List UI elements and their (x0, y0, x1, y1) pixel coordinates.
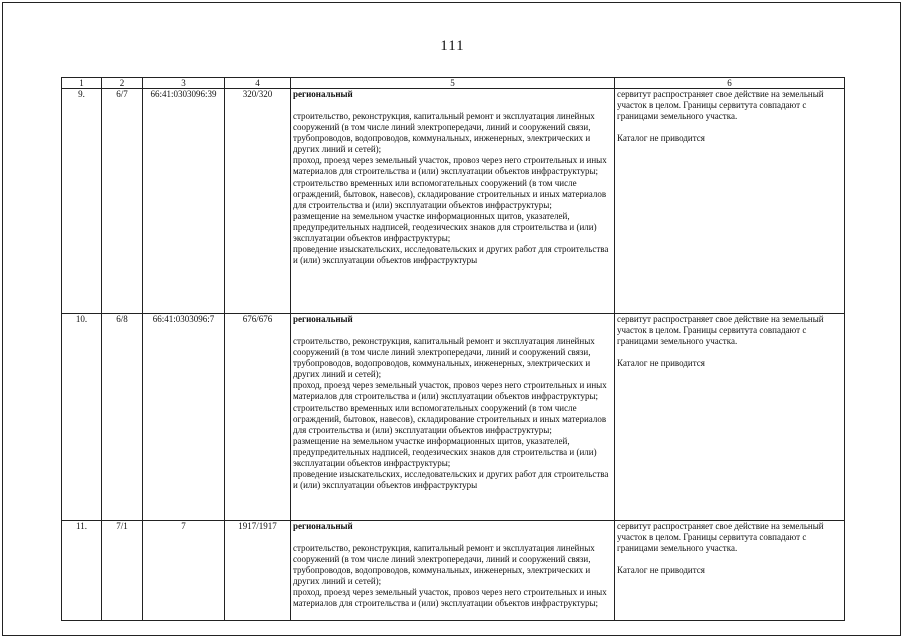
catalog-note: Каталог не приводится (617, 133, 705, 144)
table-row (62, 521, 845, 621)
servitude-cell (291, 89, 615, 314)
col-header-4: 4 (225, 78, 291, 89)
cadastral-number: 7 (143, 521, 225, 621)
note-cell (615, 89, 845, 314)
cadastral-number: 66:41:0303096:39 (143, 89, 225, 314)
catalog-note: Каталог не приводится (617, 358, 705, 369)
servitude-note: сервитут распространяет свое действие на земельный участок в целом. Границы сервитута совпадают с границами земельного участка. (617, 314, 824, 347)
table-row (62, 314, 845, 521)
servitude-note: сервитут распространяет свое действие на земельный участок в целом. Границы сервитута совпадают с границами земельного участка. (617, 89, 824, 122)
servitude-note: сервитут распространяет свое действие на земельный участок в целом. Границы сервитута совпадают с границами земельного участка. (617, 521, 824, 554)
part-number: 6/7 (102, 89, 143, 314)
part-number: 6/8 (102, 314, 143, 521)
note-cell (615, 314, 845, 521)
servitude-type: региональный (293, 521, 353, 531)
servitude-cell (291, 314, 615, 521)
servitude-description: строительство, реконструкция, капитальный ремонт и эксплуатация линейных сооружений (в том числе линий электропередачи, линий и сооружений связи, трубопроводов, водопроводов, коммунальных, инженерных, электрических и других линий и сетей); проход, проезд через земельный участок, провоз через него строительных и иных материалов для строительства и (или) эксплуатации объектов инфраструктуры; строительство временных или вспомогательных сооружений (в том числе ограждений, бытовок, навесов), складирование строительных и иных материалов для строительства и (или) эксплуатации объектов инфраструктуры; размещение на земельном участке информационных щитов, указателей, предупредительных надписей, геодезических знаков для строительства и (или) эксплуатации объектов инфраструктуры; проведение изыскательских, исследовательских и других работ для строительства и (или) эксплуатации объектов инфраструктуры (293, 111, 609, 266)
row-number: 11. (62, 521, 102, 621)
servitude-description: строительство, реконструкция, капитальный ремонт и эксплуатация линейных сооружений (в том числе линий электропередачи, линий и сооружений связи, трубопроводов, водопроводов, коммунальных, инженерных, электрических и других линий и сетей); проход, проезд через земельный участок, провоз через него строительных и иных материалов для строительства и (или) эксплуатации объектов инфраструктуры; строительство временных или вспомогательных сооружений (в том числе ограждений, бытовок, навесов), складирование строительных и иных материалов для строительства и (или) эксплуатации объектов инфраструктуры; размещение на земельном участке информационных щитов, указателей, предупредительных надписей, геодезических знаков для строительства и (или) эксплуатации объектов инфраструктуры; проведение изыскательских, исследовательских и других работ для строительства и (или) эксплуатации объектов инфраструктуры (293, 336, 609, 491)
servitude-type: региональный (293, 314, 353, 324)
servitude-type: региональный (293, 89, 353, 99)
cadastral-number: 66:41:0303096:7 (143, 314, 225, 521)
col-header-5: 5 (291, 78, 615, 89)
col-header-2: 2 (102, 78, 143, 89)
col-header-1: 1 (62, 78, 102, 89)
table-row (62, 89, 845, 314)
part-number: 7/1 (102, 521, 143, 621)
servitude-cell (291, 521, 615, 621)
servitude-table (61, 77, 845, 621)
catalog-note: Каталог не приводится (617, 565, 705, 576)
row-number: 10. (62, 314, 102, 521)
area-value: 1917/1917 (225, 521, 291, 621)
header-row (62, 78, 845, 89)
area-value: 320/320 (225, 89, 291, 314)
area-value: 676/676 (225, 314, 291, 521)
note-cell (615, 521, 845, 621)
row-number: 9. (62, 89, 102, 314)
servitude-description: строительство, реконструкция, капитальный ремонт и эксплуатация линейных сооружений (в том числе линий электропередачи, линий и сооружений связи, трубопроводов, водопроводов, коммунальных, инженерных, электрических и других линий и сетей); проход, проезд через земельный участок, провоз через него строительных и иных материалов для строительства и (или) эксплуатации объектов инфраструктуры; (293, 543, 607, 609)
col-header-3: 3 (143, 78, 225, 89)
col-header-6: 6 (615, 78, 845, 89)
page-number: 111 (440, 38, 465, 54)
